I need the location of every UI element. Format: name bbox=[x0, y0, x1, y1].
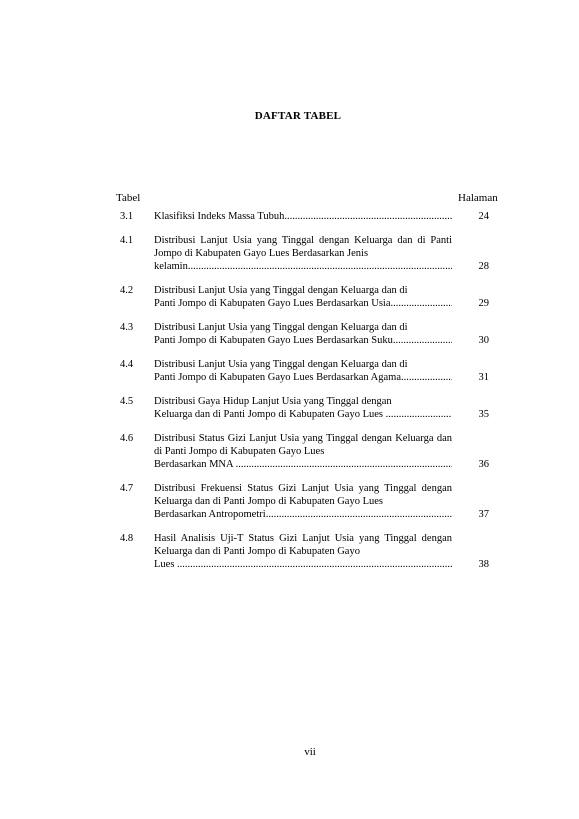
table-caption bbox=[154, 532, 452, 571]
dot-leader bbox=[238, 458, 452, 471]
table-number: 4.2 bbox=[120, 285, 134, 296]
page-ref: 37 bbox=[478, 509, 489, 520]
page-ref: 38 bbox=[478, 559, 489, 570]
caption-last-text: Klasifiksi Indeks Massa Tubuh bbox=[154, 211, 285, 222]
caption-last-text: kelamin bbox=[154, 261, 188, 272]
caption-last-line bbox=[154, 458, 452, 471]
caption-last-text: Berdasarkan Antropometri bbox=[154, 509, 266, 520]
caption-last-text: Berdasarkan MNA . bbox=[154, 459, 239, 470]
caption-line: Distribusi Lanjut Usia yang Tinggal dengan Keluarga dan di bbox=[154, 322, 408, 333]
table-number: 4.7 bbox=[120, 483, 134, 494]
caption-line: Distribusi Lanjut Usia yang Tinggal dengan Keluarga dan di bbox=[154, 359, 408, 370]
caption-last-text: Panti Jompo di Kabupaten Gayo Lues Berdasarkan Usia. bbox=[154, 298, 394, 309]
page-ref: 29 bbox=[478, 298, 489, 309]
caption-last-line bbox=[154, 558, 452, 571]
caption-last-line bbox=[154, 408, 452, 421]
column-header-table: Tabel bbox=[116, 192, 141, 204]
caption-last-line bbox=[154, 260, 452, 273]
dot-leader bbox=[180, 558, 452, 571]
caption-last-line bbox=[154, 371, 452, 384]
page-title: DAFTAR TABEL bbox=[254, 110, 342, 122]
table-number: 3.1 bbox=[120, 211, 134, 222]
list-item[interactable] bbox=[116, 210, 506, 223]
table-caption bbox=[154, 234, 452, 273]
table-caption bbox=[154, 482, 452, 521]
table-number: 4.5 bbox=[120, 396, 134, 407]
table-number: 4.8 bbox=[120, 533, 134, 544]
table-of-tables bbox=[116, 210, 506, 582]
page-ref: 31 bbox=[478, 372, 489, 383]
list-item[interactable] bbox=[116, 358, 506, 384]
caption-last-text: Panti Jompo di Kabupaten Gayo Lues Berdasarkan Suku. bbox=[154, 335, 396, 346]
dot-leader bbox=[284, 210, 452, 223]
list-item[interactable] bbox=[116, 234, 506, 273]
caption-line: Hasil Analisis Uji-T Status Gizi Lanjut Usia yang Tinggal dengan Keluarga dan di Panti Jompo di Kabupaten Gayo bbox=[154, 533, 452, 557]
caption-line: Distribusi Lanjut Usia yang Tinggal dengan Keluarga dan di Panti Jompo di Kabupaten Gayo Lues Berdasarkan Jenis bbox=[154, 235, 452, 259]
table-caption bbox=[154, 432, 452, 471]
page-ref: 24 bbox=[478, 211, 489, 222]
table-caption bbox=[154, 210, 452, 223]
list-item[interactable] bbox=[116, 284, 506, 310]
caption-last-line bbox=[154, 210, 452, 223]
list-item[interactable] bbox=[116, 532, 506, 571]
list-item[interactable] bbox=[116, 482, 506, 521]
dot-leader bbox=[395, 334, 452, 347]
caption-line: Distribusi Frekuensi Status Gizi Lanjut Usia yang Tinggal dengan Keluarga dan di Panti Jompo di Kabupaten Gayo Lues bbox=[154, 483, 452, 507]
list-item[interactable] bbox=[116, 395, 506, 421]
dot-leader bbox=[266, 508, 452, 521]
caption-last-line bbox=[154, 297, 452, 310]
caption-line: Distribusi Lanjut Usia yang Tinggal dengan Keluarga dan di bbox=[154, 285, 408, 296]
list-item[interactable] bbox=[116, 321, 506, 347]
page-ref: 28 bbox=[478, 261, 489, 272]
list-item[interactable] bbox=[116, 432, 506, 471]
dot-leader bbox=[393, 297, 452, 310]
caption-last-text: Panti Jompo di Kabupaten Gayo Lues Berdasarkan Agama bbox=[154, 372, 401, 383]
page-ref: 36 bbox=[478, 459, 489, 470]
table-caption bbox=[154, 395, 452, 421]
dot-leader bbox=[188, 260, 452, 273]
dot-leader bbox=[388, 408, 452, 421]
table-number: 4.3 bbox=[120, 322, 134, 333]
page-number: vii bbox=[304, 746, 316, 758]
table-caption bbox=[154, 321, 452, 347]
table-caption bbox=[154, 358, 452, 384]
page-ref: 30 bbox=[478, 335, 489, 346]
page-ref: 35 bbox=[478, 409, 489, 420]
table-number: 4.1 bbox=[120, 235, 134, 246]
table-number: 4.4 bbox=[120, 359, 134, 370]
caption-last-text: Keluarga dan di Panti Jompo di Kabupaten Gayo Lues . bbox=[154, 409, 389, 420]
table-caption bbox=[154, 284, 452, 310]
caption-last-line bbox=[154, 508, 452, 521]
caption-line: Distribusi Status Gizi Lanjut Usia yang Tinggal dengan Keluarga dan di Panti Jompo di Kabupaten Gayo Lues bbox=[154, 433, 452, 457]
caption-last-text: Lues . bbox=[154, 559, 180, 570]
column-header-page: Halaman bbox=[458, 192, 498, 204]
caption-last-line bbox=[154, 334, 452, 347]
caption-line: Distribusi Gaya Hidup Lanjut Usia yang Tinggal dengan bbox=[154, 396, 392, 407]
dot-leader bbox=[401, 371, 452, 384]
table-number: 4.6 bbox=[120, 433, 134, 444]
